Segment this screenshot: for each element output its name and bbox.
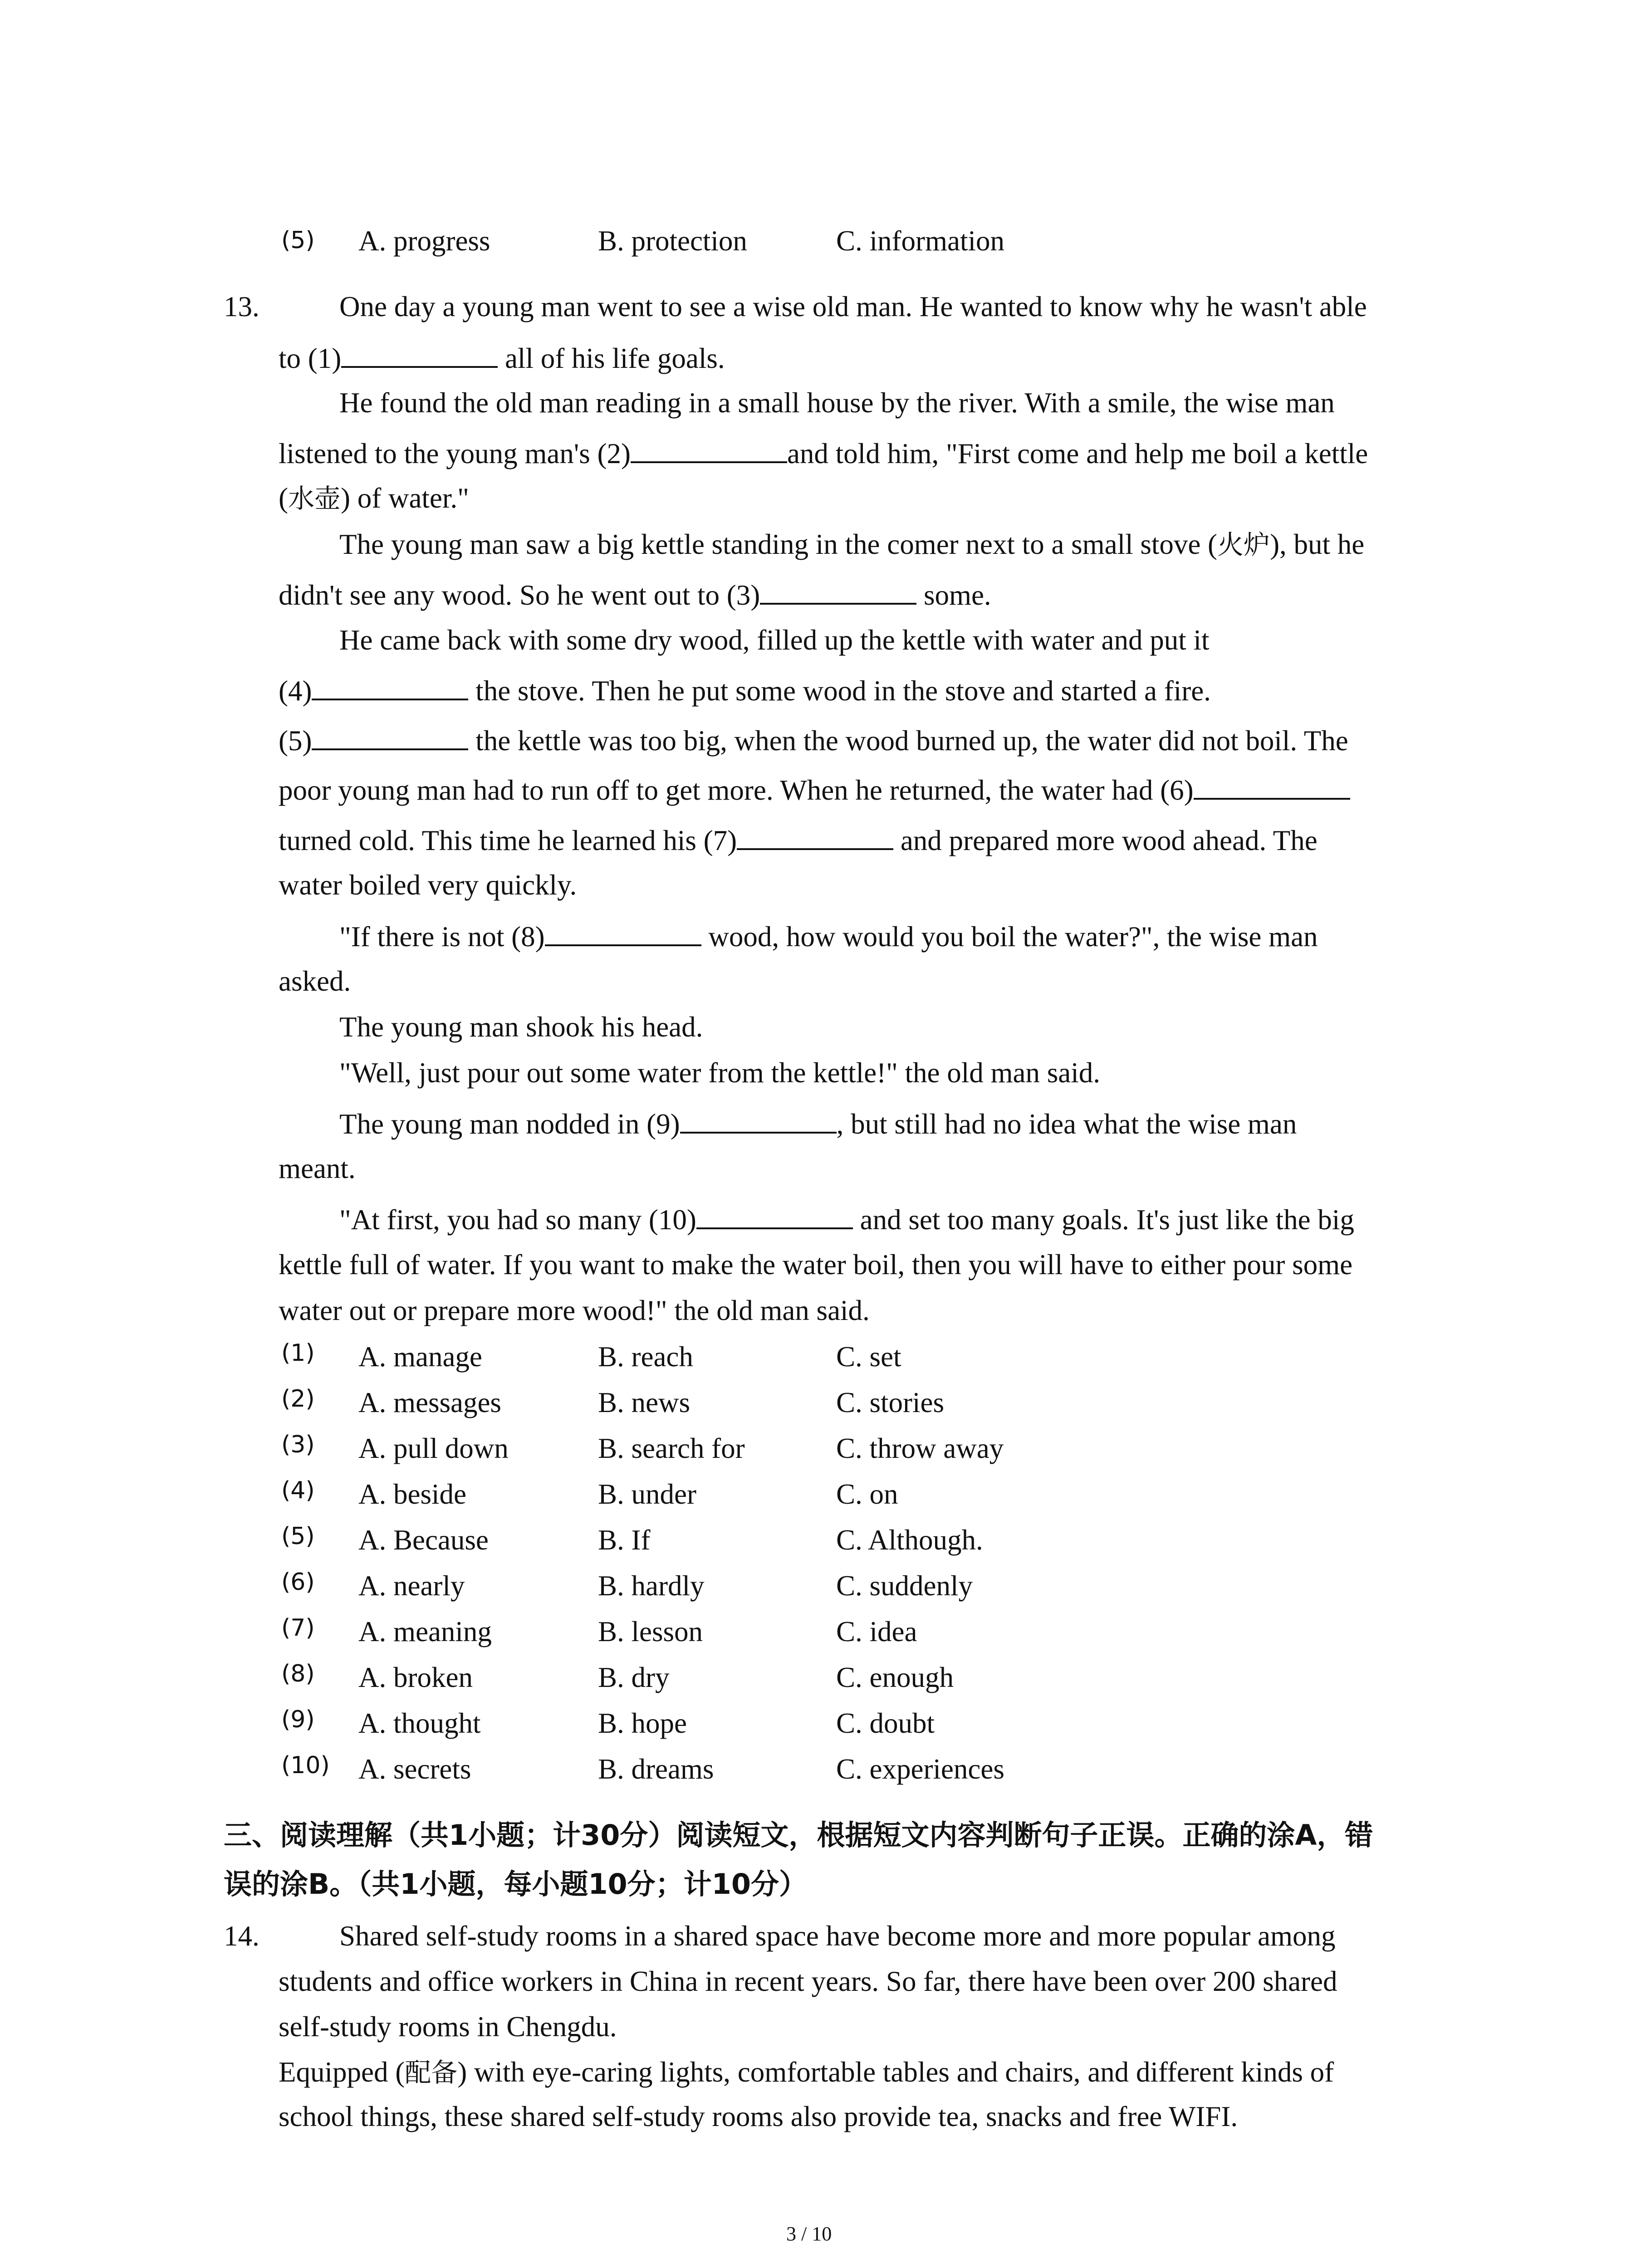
passage-line: poor young man had to run off to get more. When he returned, the water had (6) (279, 774, 1350, 805)
option-b: B. If (598, 1524, 651, 1556)
passage-line: One day a young man went to see a wise old man. He wanted to know why he wasn't able (339, 291, 1367, 323)
passage-line: self-study rooms in Chengdu. (279, 2011, 617, 2043)
passage-line: school things, these shared self-study rooms also provide tea, snacks and free WIFI. (279, 2101, 1238, 2132)
passage-line: (水壶) of water." (279, 482, 469, 514)
passage-line: The young man nodded in (9) , but still had no idea what the wise man (339, 1108, 1297, 1140)
answer-blank (341, 342, 498, 368)
option-number: (8) (281, 1660, 315, 1687)
page-number: 3 / 10 (786, 2223, 832, 2245)
option-number: (5) (281, 227, 315, 254)
option-number: (10) (281, 1752, 330, 1779)
answer-blank (760, 579, 916, 605)
option-number: (9) (281, 1706, 315, 1733)
option-a: A. nearly (358, 1570, 465, 1602)
option-c: C. Although. (836, 1524, 983, 1556)
option-a: A. thought (358, 1707, 481, 1739)
passage-line: students and office workers in China in recent years. So far, there have been over 200 shared (279, 1965, 1337, 1997)
option-a: A. messages (358, 1387, 501, 1418)
option-b: B. search for (598, 1432, 745, 1464)
option-a: A. Because (358, 1524, 489, 1556)
passage-line: "Well, just pour out some water from the kettle!" the old man said. (339, 1057, 1100, 1089)
option-b: B. hardly (598, 1570, 705, 1602)
option-a: A. meaning (358, 1616, 492, 1647)
option-c: C. set (836, 1341, 901, 1373)
option-c: C. idea (836, 1616, 917, 1647)
option-b: B. news (598, 1387, 690, 1418)
option-b: B. lesson (598, 1616, 703, 1647)
option-a: A. beside (358, 1478, 466, 1510)
passage-line: (5) the kettle was too big, when the wood burned up, the water did not boil. The (279, 725, 1348, 757)
option-b: B. protection (598, 225, 747, 257)
option-b: B. under (598, 1478, 696, 1510)
option-number: (6) (281, 1569, 315, 1596)
section-heading: 误的涂B。（共1小题，每小题10分；计10分） (224, 1867, 807, 1901)
option-a: A. secrets (358, 1753, 471, 1785)
option-number: (2) (281, 1385, 315, 1413)
answer-blank (312, 675, 468, 700)
option-c: C. throw away (836, 1432, 1004, 1464)
passage-line: didn't see any wood. So he went out to (3) some. (279, 579, 991, 611)
passage-line: water boiled very quickly. (279, 869, 577, 901)
answer-blank (680, 1108, 837, 1134)
option-c: C. enough (836, 1662, 954, 1693)
option-a: A. pull down (358, 1432, 509, 1464)
passage-line: The young man shook his head. (339, 1011, 703, 1043)
option-c: C. doubt (836, 1707, 935, 1739)
passage-line: turned cold. This time he learned his (7) and prepared more wood ahead. The (279, 825, 1318, 856)
option-a: A. broken (358, 1662, 473, 1693)
passage-line: kettle full of water. If you want to make the water boil, then you will have to either pour some (279, 1249, 1353, 1281)
passage-line: He came back with some dry wood, filled up the kettle with water and put it (339, 624, 1210, 656)
option-a: A. manage (358, 1341, 482, 1373)
passage-line: water out or prepare more wood!" the old man said. (279, 1295, 870, 1326)
option-c: C. suddenly (836, 1570, 973, 1602)
option-c: C. stories (836, 1387, 945, 1418)
option-number: (5) (281, 1523, 315, 1550)
passage-line: asked. (279, 965, 351, 997)
answer-blank (545, 921, 701, 946)
answer-blank (737, 825, 893, 850)
passage-line: "If there is not (8) wood, how would you boil the water?", the wise man (339, 921, 1318, 953)
answer-blank (631, 438, 787, 463)
option-c: C. information (836, 225, 1004, 257)
passage-line: "At first, you had so many (10) and set too many goals. It's just like the big (339, 1204, 1354, 1236)
option-number: (7) (281, 1614, 315, 1642)
answer-blank (1194, 774, 1350, 800)
chinese-gloss: 配备 (405, 2057, 458, 2088)
answer-blank (696, 1204, 853, 1229)
passage-line: Equipped (配备) with eye-caring lights, comfortable tables and chairs, and different kinds of (279, 2056, 1334, 2088)
option-b: B. hope (598, 1707, 687, 1739)
chinese-gloss: 水壶 (288, 483, 341, 514)
chinese-gloss: 火炉 (1217, 529, 1270, 560)
option-c: C. experiences (836, 1753, 1004, 1785)
question-number: 13. (224, 291, 260, 323)
option-number: (4) (281, 1477, 315, 1504)
option-number: (3) (281, 1431, 315, 1458)
option-b: B. dry (598, 1662, 670, 1693)
option-a: A. progress (358, 225, 490, 257)
passage-line: He found the old man reading in a small house by the river. With a smile, the wise man (339, 387, 1335, 419)
passage-line: (4) the stove. Then he put some wood in the stove and started a fire. (279, 675, 1211, 707)
passage-line: The young man saw a big kettle standing in the comer next to a small stove (火炉), but he (339, 528, 1365, 560)
passage-line: Shared self-study rooms in a shared space have become more and more popular among (339, 1920, 1336, 1952)
option-number: (1) (281, 1339, 315, 1367)
passage-line: to (1) all of his life goals. (279, 342, 725, 374)
answer-blank (312, 725, 468, 750)
option-c: C. on (836, 1478, 898, 1510)
section-heading: 三、阅读理解（共1小题；计30分）阅读短文，根据短文内容判断句子正误。正确的涂A，错 (224, 1818, 1373, 1852)
passage-line: meant. (279, 1153, 356, 1184)
option-label (281, 225, 315, 253)
option-b: B. dreams (598, 1753, 714, 1785)
passage-line: listened to the young man's (2) and told him, "First come and help me boil a kettle (279, 438, 1368, 469)
question-number: 14. (224, 1920, 260, 1952)
option-b: B. reach (598, 1341, 693, 1373)
